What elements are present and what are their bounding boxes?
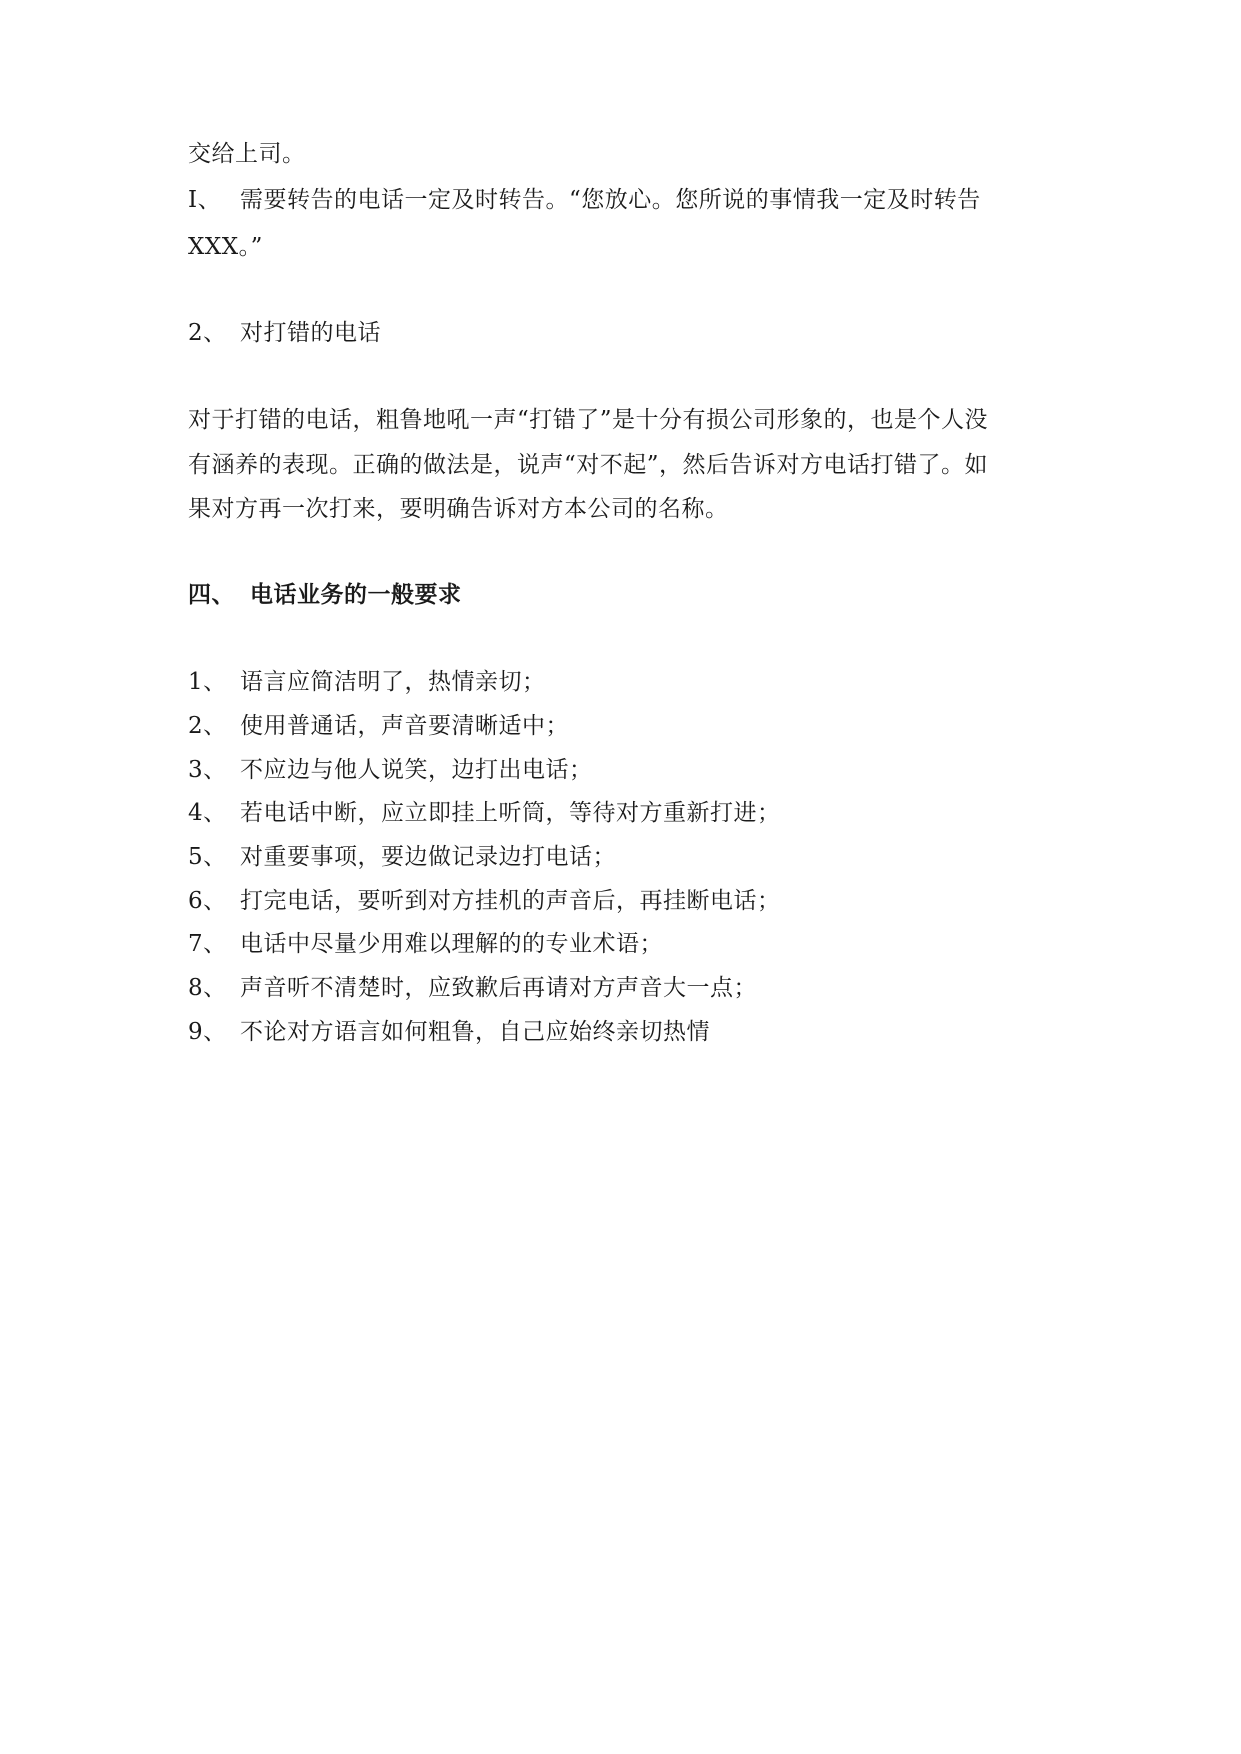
list-item-number: 5、 — [188, 844, 227, 870]
item-i-number: I、 — [188, 187, 222, 213]
section4-title: 电话业务的一般要求 — [250, 582, 462, 608]
list-item — [188, 886, 781, 916]
list-item — [188, 755, 593, 785]
list-item-text: 对重要事项，要边做记录边打电话； — [240, 844, 616, 870]
list-item-number: 3、 — [188, 757, 227, 783]
list-item-number: 8、 — [188, 975, 227, 1001]
list-item — [188, 1017, 710, 1047]
list-item — [188, 711, 569, 741]
section4-number: 四、 — [188, 582, 235, 608]
list-item-number: 9、 — [188, 1019, 227, 1045]
item-i-line1 — [188, 185, 981, 215]
list-item-text: 不论对方语言如何粗鲁，自己应始终亲切热情 — [240, 1019, 710, 1045]
list-item — [188, 842, 616, 872]
paragraph-line-2: 有涵养的表现。正确的做法是，说声“对不起”，然后告诉对方电话打错了。如 — [188, 452, 989, 478]
list-item-text: 打完电话，要听到对方挂机的声音后，再挂断电话； — [240, 888, 781, 914]
section2-number: 2、 — [188, 320, 227, 346]
item-i-text: 需要转告的电话一定及时转告。“您放心。您所说的事情我一定及时转告 — [240, 187, 981, 213]
section4-heading — [188, 580, 462, 610]
list-item-number: 2、 — [188, 713, 227, 739]
paragraph-line-1: 对于打错的电话，粗鲁地吼一声“打错了”是十分有损公司形象的，也是个人没 — [188, 407, 989, 433]
section2-heading — [188, 318, 381, 348]
list-item — [188, 798, 781, 828]
paragraph-line-3: 果对方再一次打来，要明确告诉对方本公司的名称。 — [188, 496, 729, 522]
list-item-text: 不应边与他人说笑，边打出电话； — [240, 757, 593, 783]
list-item-number: 4、 — [188, 800, 227, 826]
list-item-text: 声音听不清楚时，应致歉后再请对方声音大一点； — [240, 975, 757, 1001]
item-i-line2: XXX。” — [188, 234, 263, 260]
list-item — [188, 973, 757, 1003]
section2-title: 对打错的电话 — [240, 320, 381, 346]
list-item — [188, 929, 663, 959]
list-item — [188, 667, 546, 697]
continuation-text: 交给上司。 — [188, 141, 306, 167]
list-item-text: 语言应简洁明了，热情亲切； — [240, 669, 546, 695]
list-item-number: 7、 — [188, 931, 227, 957]
list-item-number: 1、 — [188, 669, 227, 695]
list-item-text: 使用普通话，声音要清晰适中； — [240, 713, 569, 739]
list-item-text: 若电话中断，应立即挂上听筒，等待对方重新打进； — [240, 800, 781, 826]
list-item-number: 6、 — [188, 888, 227, 914]
list-item-text: 电话中尽量少用难以理解的的专业术语； — [240, 931, 663, 957]
